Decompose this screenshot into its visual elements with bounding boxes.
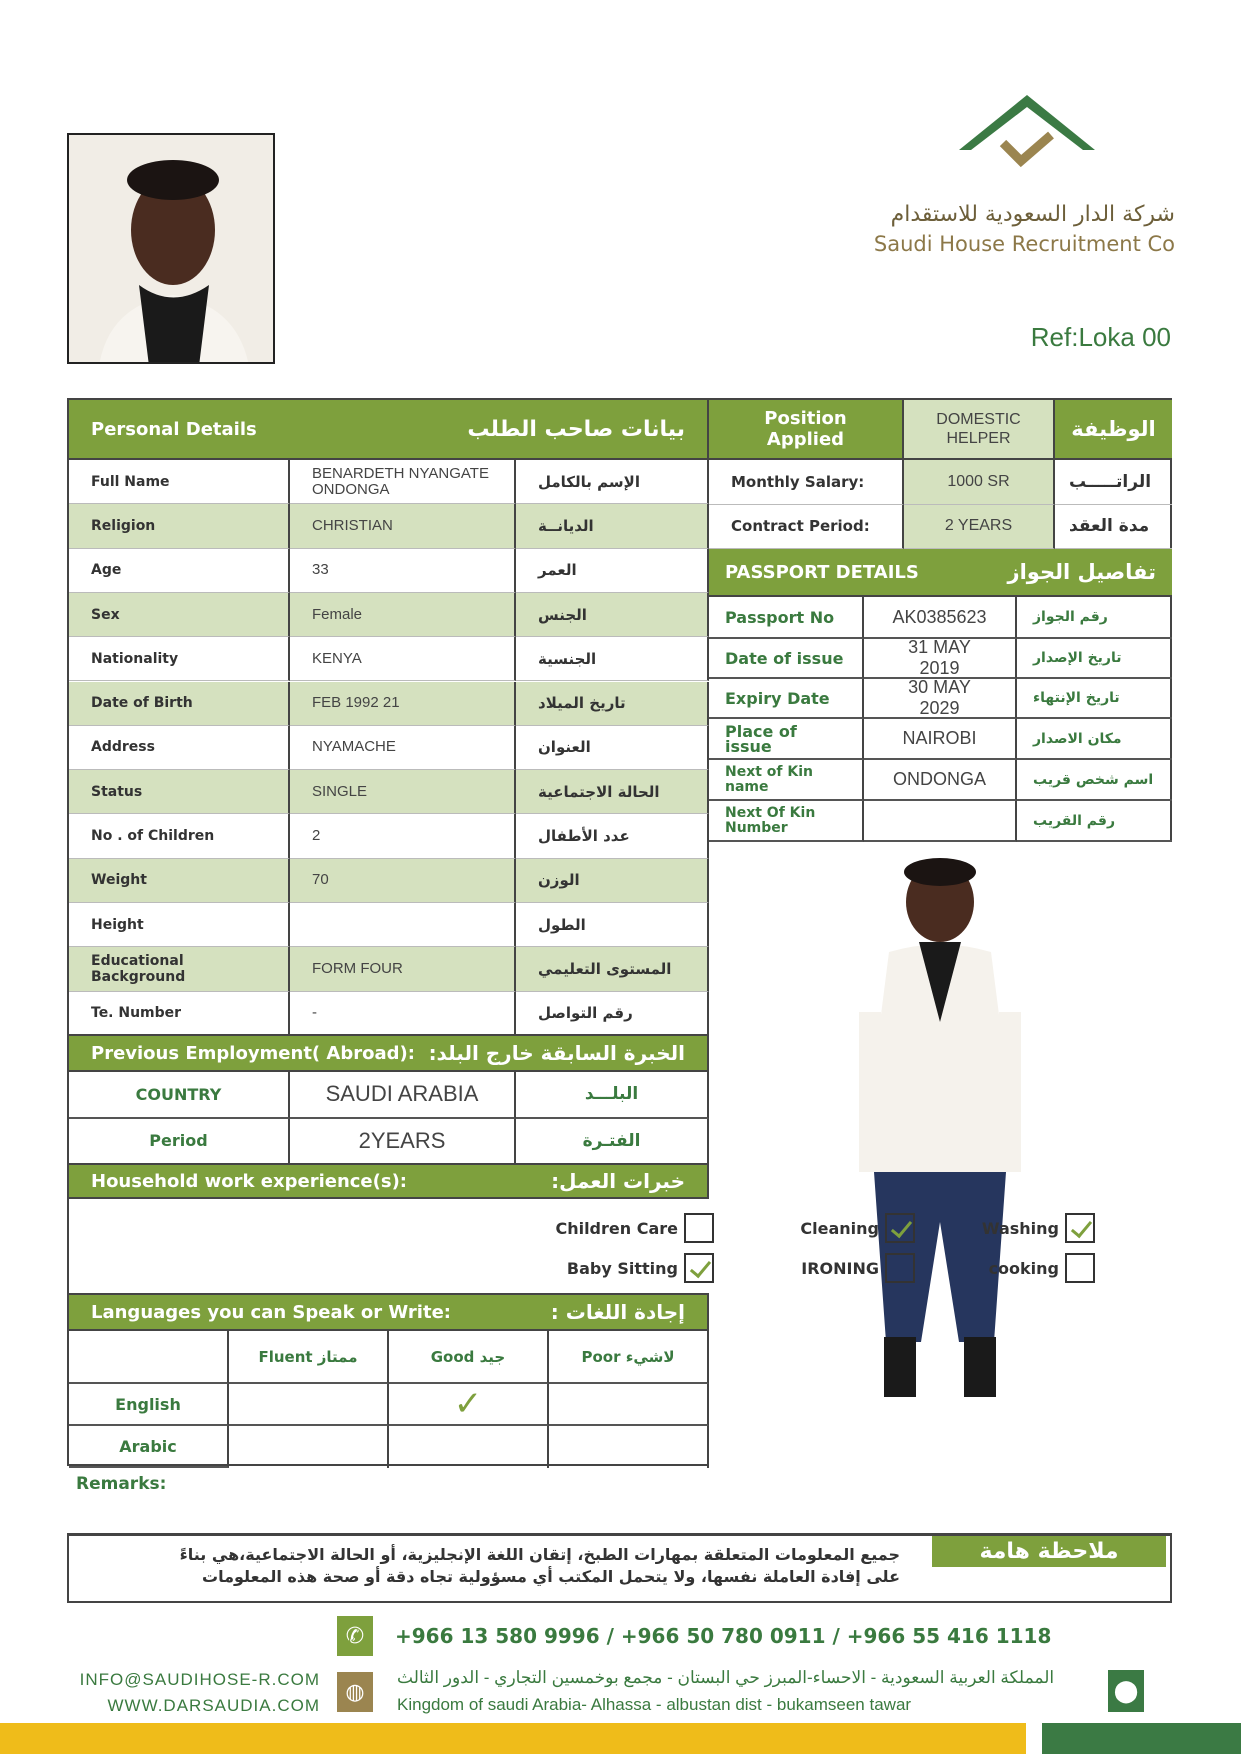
household-item-cleaning: [800, 1213, 915, 1243]
position-applied-arabic: الوظيفة: [1055, 400, 1172, 460]
previous-employment-header-title-arabic: الخبرة السابقة خارج البلد:: [428, 1041, 685, 1065]
passport-row-label: Place of issue: [709, 719, 864, 760]
phone-numbers[interactable]: +966 13 580 9996 / +966 50 780 0911 / +966 55 416 1118: [395, 1624, 1052, 1648]
passport-row-arabic: رقم القريب: [1017, 801, 1172, 842]
household-checkbox[interactable]: [1065, 1213, 1095, 1243]
passport-row-value: ONDONGA: [864, 760, 1017, 801]
household-checkbox[interactable]: [885, 1213, 915, 1243]
personal-row-value: SINGLE: [290, 770, 516, 814]
personal-row-arabic: الديانــة: [516, 504, 709, 548]
personal-row-label: Nationality: [69, 637, 290, 681]
reference-number: Ref:Loka 00: [1030, 322, 1171, 352]
personal-row-value: Female: [290, 593, 516, 637]
personal-row-value: [290, 903, 516, 947]
previous-employment-header-title: Previous Employment( Abroad):: [91, 1042, 415, 1064]
household-item-label: Washing: [981, 1218, 1059, 1238]
footer-yellow-bar: [0, 1723, 1026, 1754]
personal-row-arabic: الوزن: [516, 859, 709, 903]
passport-row-value: AK0385623: [864, 597, 1017, 639]
position-row-label: Contract Period:: [709, 505, 904, 550]
household-experience-header: [69, 1163, 709, 1199]
personal-details-header: [69, 400, 709, 460]
passport-row-label: Next of Kin name: [709, 760, 864, 801]
language-level-header: Good جيد: [389, 1331, 549, 1384]
personal-row-arabic: الجنسية: [516, 637, 709, 681]
language-level-header: Fluent ممتاز: [229, 1331, 389, 1384]
company-logo: [955, 95, 1100, 180]
position-applied-value: DOMESTIC HELPER: [904, 400, 1055, 460]
language-name: Arabic: [69, 1426, 229, 1468]
personal-row-value: 33: [290, 549, 516, 593]
personal-row-label: Status: [69, 770, 290, 814]
personal-row-arabic: المستوى التعليمي: [516, 947, 709, 991]
household-item-baby-sitting: [567, 1253, 714, 1283]
previous-employment-header: [69, 1034, 709, 1072]
personal-row-arabic: الطول: [516, 903, 709, 947]
email-link[interactable]: INFO@SAUDIHOSE-R.COM: [79, 1670, 320, 1689]
personal-row-value: CHRISTIAN: [290, 504, 516, 548]
personal-row-value: FEB 1992 21: [290, 682, 516, 726]
household-checkbox[interactable]: [885, 1253, 915, 1283]
personal-row-label: Age: [69, 549, 290, 593]
language-level-cell: [229, 1426, 389, 1468]
important-note-box: [67, 1533, 1172, 1603]
globe-icon: ◍: [337, 1672, 373, 1712]
personal-details-title-arabic: بيانات صاحب الطلب: [467, 416, 685, 442]
language-level-cell: [549, 1384, 709, 1426]
household-checkbox[interactable]: [684, 1213, 714, 1243]
previous-row-value: 2YEARS: [290, 1119, 516, 1166]
household-checkbox[interactable]: [684, 1253, 714, 1283]
passport-details-title: PASSPORT DETAILS: [725, 561, 919, 583]
passport-row-arabic: رقم الجواز: [1017, 597, 1172, 639]
important-note-line: جميع المعلومات المتعلقة بمهارات الطبخ، إتقان اللغة الإنجليزية، أو الحالة الاجتماعية،هي بناءً: [179, 1545, 900, 1564]
languages-header: [69, 1293, 709, 1331]
position-applied-label: Position Applied: [709, 400, 904, 460]
application-form-table: [67, 398, 1172, 1466]
applicant-portrait-photo: [67, 133, 275, 364]
personal-row-label: Educational Background: [69, 947, 290, 991]
languages-header-title-arabic: إجادة اللغات :: [550, 1300, 685, 1324]
language-level-cell: [389, 1384, 549, 1426]
footer-green-bar: [1042, 1723, 1241, 1754]
previous-row-label: Period: [69, 1119, 290, 1166]
position-row-label: Monthly Salary:: [709, 460, 904, 505]
personal-row-label: Date of Birth: [69, 682, 290, 726]
passport-row-label: Date of issue: [709, 639, 864, 679]
personal-row-value: BENARDETH NYANGATE ONDONGA: [290, 460, 516, 504]
language-level-cell: [549, 1426, 709, 1468]
household-item-label: Baby Sitting: [566, 1258, 678, 1278]
personal-row-value: NYAMACHE: [290, 726, 516, 770]
position-row-value: 1000 SR: [904, 460, 1055, 505]
passport-row-value: NAIROBI: [864, 719, 1017, 760]
checkmark-icon: ✓: [453, 1384, 483, 1424]
previous-row-arabic: البلـــد: [516, 1072, 709, 1119]
personal-row-arabic: رقم التواصل: [516, 992, 709, 1036]
previous-row-arabic: الفتـرة: [516, 1119, 709, 1166]
household-experience-header-title: Household work experience(s):: [91, 1170, 408, 1192]
previous-row-label: COUNTRY: [69, 1072, 290, 1119]
passport-row-value: [864, 801, 1017, 842]
personal-row-label: Sex: [69, 593, 290, 637]
passport-row-label: Expiry Date: [709, 679, 864, 719]
languages-corner-cell: [69, 1331, 229, 1384]
household-experience-header-title-arabic: خبرات العمل:: [551, 1169, 685, 1193]
position-row-arabic: الراتـــــب: [1055, 460, 1172, 505]
applicant-full-body-photo: [709, 842, 1172, 1466]
passport-row-label: Next Of Kin Number: [709, 801, 864, 842]
position-row-arabic: مدة العقد: [1055, 505, 1172, 550]
household-item-washing: [982, 1213, 1095, 1243]
personal-row-value: -: [290, 992, 516, 1036]
household-item-label: Cleaning: [800, 1218, 879, 1238]
passport-row-label: Passport No: [709, 597, 864, 639]
personal-row-label: Te. Number: [69, 992, 290, 1036]
languages-header-title: Languages you can Speak or Write:: [91, 1301, 451, 1323]
passport-row-value: 31 MAY 2019: [864, 639, 1017, 679]
language-level-header: Poor لاشيء: [549, 1331, 709, 1384]
household-item-cooking: [989, 1253, 1095, 1283]
important-note-title: ملاحظة هامة: [932, 1536, 1166, 1567]
personal-row-label: Weight: [69, 859, 290, 903]
household-item-label: IRONING: [801, 1258, 879, 1278]
personal-row-arabic: الحالة الاجتماعية: [516, 770, 709, 814]
language-level-cell: [389, 1426, 549, 1468]
personal-row-arabic: الجنس: [516, 593, 709, 637]
company-name-english: Saudi House Recruitment Co: [873, 232, 1175, 256]
passport-row-arabic: مكان الاصدار: [1017, 719, 1172, 760]
household-item-children-care: [555, 1213, 714, 1243]
personal-row-value: FORM FOUR: [290, 947, 516, 991]
personal-row-value: KENYA: [290, 637, 516, 681]
personal-row-label: Address: [69, 726, 290, 770]
passport-row-arabic: تاريخ الإصدار: [1017, 639, 1172, 679]
important-note-text: [180, 1544, 900, 1588]
language-level-cell: [229, 1384, 389, 1426]
household-item-ironing: [801, 1253, 915, 1283]
remarks-label: Remarks:: [76, 1474, 167, 1494]
personal-row-arabic: العمر: [516, 549, 709, 593]
personal-row-arabic: عدد الأطفال: [516, 814, 709, 858]
personal-row-arabic: تاريخ الميلاد: [516, 682, 709, 726]
personal-row-arabic: العنوان: [516, 726, 709, 770]
company-name-arabic: شركة الدار السعودية للاستقدام: [890, 202, 1175, 227]
previous-row-value: SAUDI ARABIA: [290, 1072, 516, 1119]
address-arabic: المملكة العربية السعودية - الاحساء-المبرز حي البستان - مجمع بوخمسين التجاري - الدور الثالث: [397, 1668, 1055, 1687]
personal-row-arabic: الإسم بالكامل: [516, 460, 709, 504]
personal-row-label: Religion: [69, 504, 290, 548]
personal-row-label: Full Name: [69, 460, 290, 504]
position-row-value: 2 YEARS: [904, 505, 1055, 550]
passport-details-header: [709, 549, 1172, 597]
phone-icon: ✆: [337, 1616, 373, 1656]
personal-row-label: Height: [69, 903, 290, 947]
personal-details-title: Personal Details: [91, 418, 257, 440]
location-pin-icon: ⬤: [1108, 1670, 1144, 1712]
important-note-line: على إفادة العاملة نفسها، ولا يتحمل المكتب أي مسؤولية تجاه دقة أو صحة هذه المعلومات: [202, 1567, 900, 1586]
passport-row-arabic: اسم شخص قريب: [1017, 760, 1172, 801]
passport-row-value: 30 MAY 2029: [864, 679, 1017, 719]
language-name: English: [69, 1384, 229, 1426]
household-item-label: cooking: [988, 1258, 1059, 1278]
personal-row-label: No . of Children: [69, 814, 290, 858]
personal-row-value: 2: [290, 814, 516, 858]
website-link[interactable]: WWW.DARSAUDIA.COM: [107, 1696, 320, 1715]
household-checkbox[interactable]: [1065, 1253, 1095, 1283]
personal-row-value: 70: [290, 859, 516, 903]
address-english: Kingdom of saudi Arabia- Alhassa - albustan dist - bukamseen tawar: [397, 1695, 912, 1714]
passport-details-title-arabic: تفاصيل الجواز: [1007, 560, 1156, 584]
household-item-label: Children Care: [555, 1218, 678, 1238]
passport-row-arabic: تاريخ الإنتهاء: [1017, 679, 1172, 719]
